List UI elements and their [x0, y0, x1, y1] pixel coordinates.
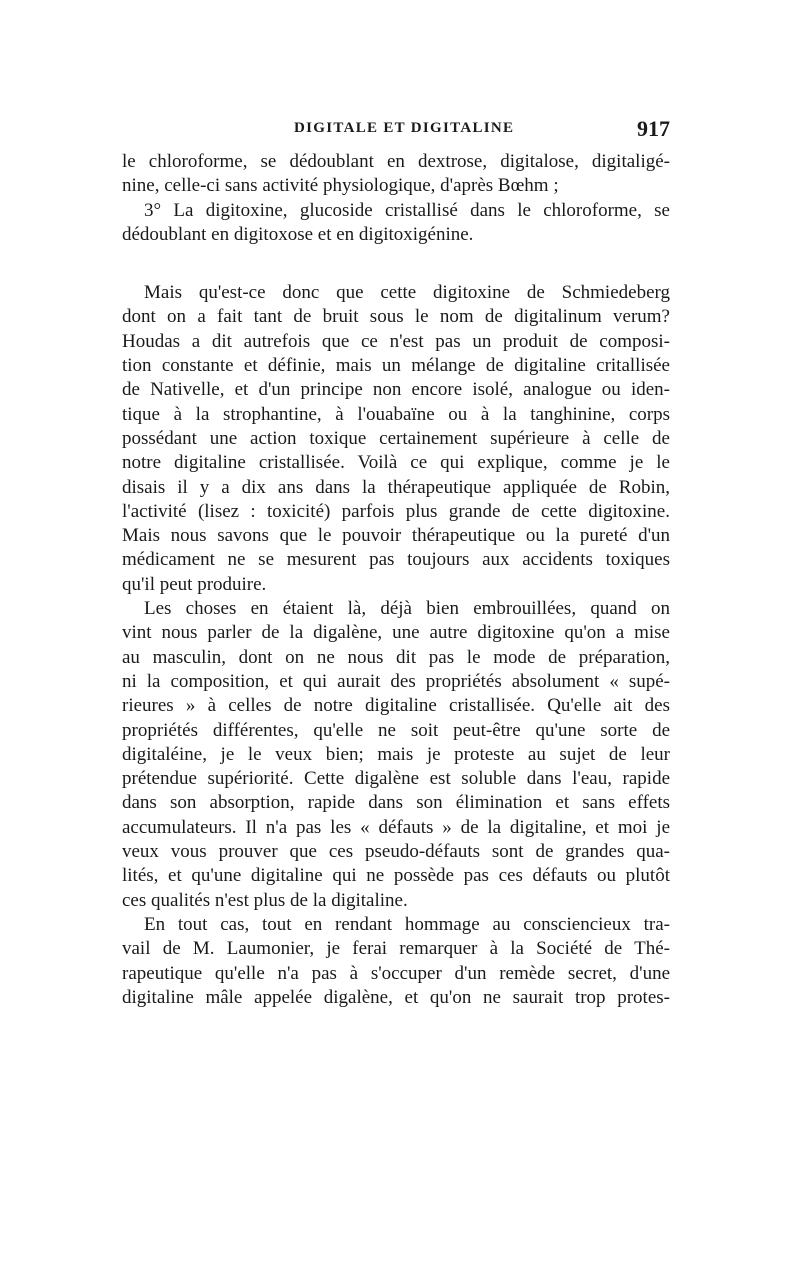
text-line: tique à la strophantine, à l'ouabaïne ou à la tanghinine, corps [122, 403, 670, 425]
paragraph-2 [122, 199, 670, 248]
text-line: possédant une action toxique certainement supérieure à celle de [122, 427, 670, 449]
text-line: propriétés différentes, qu'elle ne soit peut-être qu'une sorte de [122, 719, 670, 741]
text-line: rapeutique qu'elle n'a pas à s'occuper d'un remède secret, d'une [122, 962, 670, 984]
text-line: ces qualités n'est plus de la digitaline. [122, 889, 408, 911]
text-line: Houdas a dit autrefois que ce n'est pas un produit de composi- [122, 330, 670, 352]
text-line: Les choses en étaient là, déjà bien embrouillées, quand on [144, 598, 670, 620]
text-line: lités, et qu'une digitaline qui ne possède pas ces défauts ou plutôt [122, 865, 670, 887]
paragraph-5 [122, 913, 670, 1010]
text-line: Mais nous savons que le pouvoir thérapeutique ou la pureté d'un [122, 525, 670, 547]
text-line: dans son absorption, rapide dans son élimination et sans effets [122, 792, 670, 814]
text-line: disais il y a dix ans dans la thérapeutique appliquée de Robin, [122, 476, 670, 498]
text-line: dédoublant en digitoxose et en digitoxigénine. [122, 223, 474, 245]
text-line: dont on a fait tant de bruit sous le nom de digitalinum verum? [122, 306, 670, 328]
text-line: tion constante et définie, mais un mélange de digitaline critallisée [122, 355, 670, 377]
text-line: digitaléine, je le veux bien; mais je proteste au sujet de leur [122, 743, 670, 765]
text-line: accumulateurs. Il n'a pas les « défauts » de la digitaline, et moi je [122, 816, 670, 838]
text-line: nine, celle-ci sans activité physiologique, d'après Bœhm ; [122, 175, 559, 197]
text-line: ni la composition, et qui aurait des propriétés absolument « supé- [122, 670, 670, 692]
paragraph-4 [122, 597, 670, 913]
text-line: En tout cas, tout en rendant hommage au consciencieux tra- [144, 913, 670, 935]
text-line: veux vous prouver que ces pseudo-défauts sont de grandes qua- [122, 841, 670, 863]
text-line: l'activité (lisez : toxicité) parfois plus grande de cette digitoxine. [122, 500, 670, 522]
running-title: DIGITALE ET DIGITALINE [294, 120, 515, 136]
body-text [122, 150, 670, 1010]
text-line: 3° La digitoxine, glucoside cristallisé dans le chloroforme, se [144, 199, 670, 221]
text-line: qu'il peut produire. [122, 573, 267, 595]
text-line: digitaline mâle appelée digalène, et qu'on ne saurait trop protes- [122, 986, 670, 1008]
text-line: de Nativelle, et d'un principe non encore isolé, analogue ou iden- [122, 379, 670, 401]
text-line: Mais qu'est-ce donc que cette digitoxine de Schmiedeberg [144, 282, 670, 304]
text-line: vail de M. Laumonier, je ferai remarquer à la Société de Thé- [122, 938, 670, 960]
text-line: le chloroforme, se dédoublant en dextrose, digitalose, digitaligé- [122, 151, 670, 172]
paragraph-1 [122, 150, 670, 199]
running-header [122, 116, 670, 140]
page-number: 917 [637, 116, 670, 141]
text-line: prétendue supériorité. Cette digalène est soluble dans l'eau, rapide [122, 768, 670, 790]
text-line: médicament ne se mesurent pas toujours aux accidents toxiques [122, 549, 670, 571]
text-line: notre digitaline cristallisée. Voilà ce qui explique, comme je le [122, 452, 670, 474]
paragraph-3 [122, 281, 670, 597]
text-line: vint nous parler de la digalène, une autre digitoxine qu'on a mise [122, 622, 670, 644]
text-line: au masculin, dont on ne nous dit pas le mode de préparation, [122, 646, 670, 668]
text-line: rieures » à celles de notre digitaline cristallisée. Qu'elle ait des [122, 695, 670, 717]
